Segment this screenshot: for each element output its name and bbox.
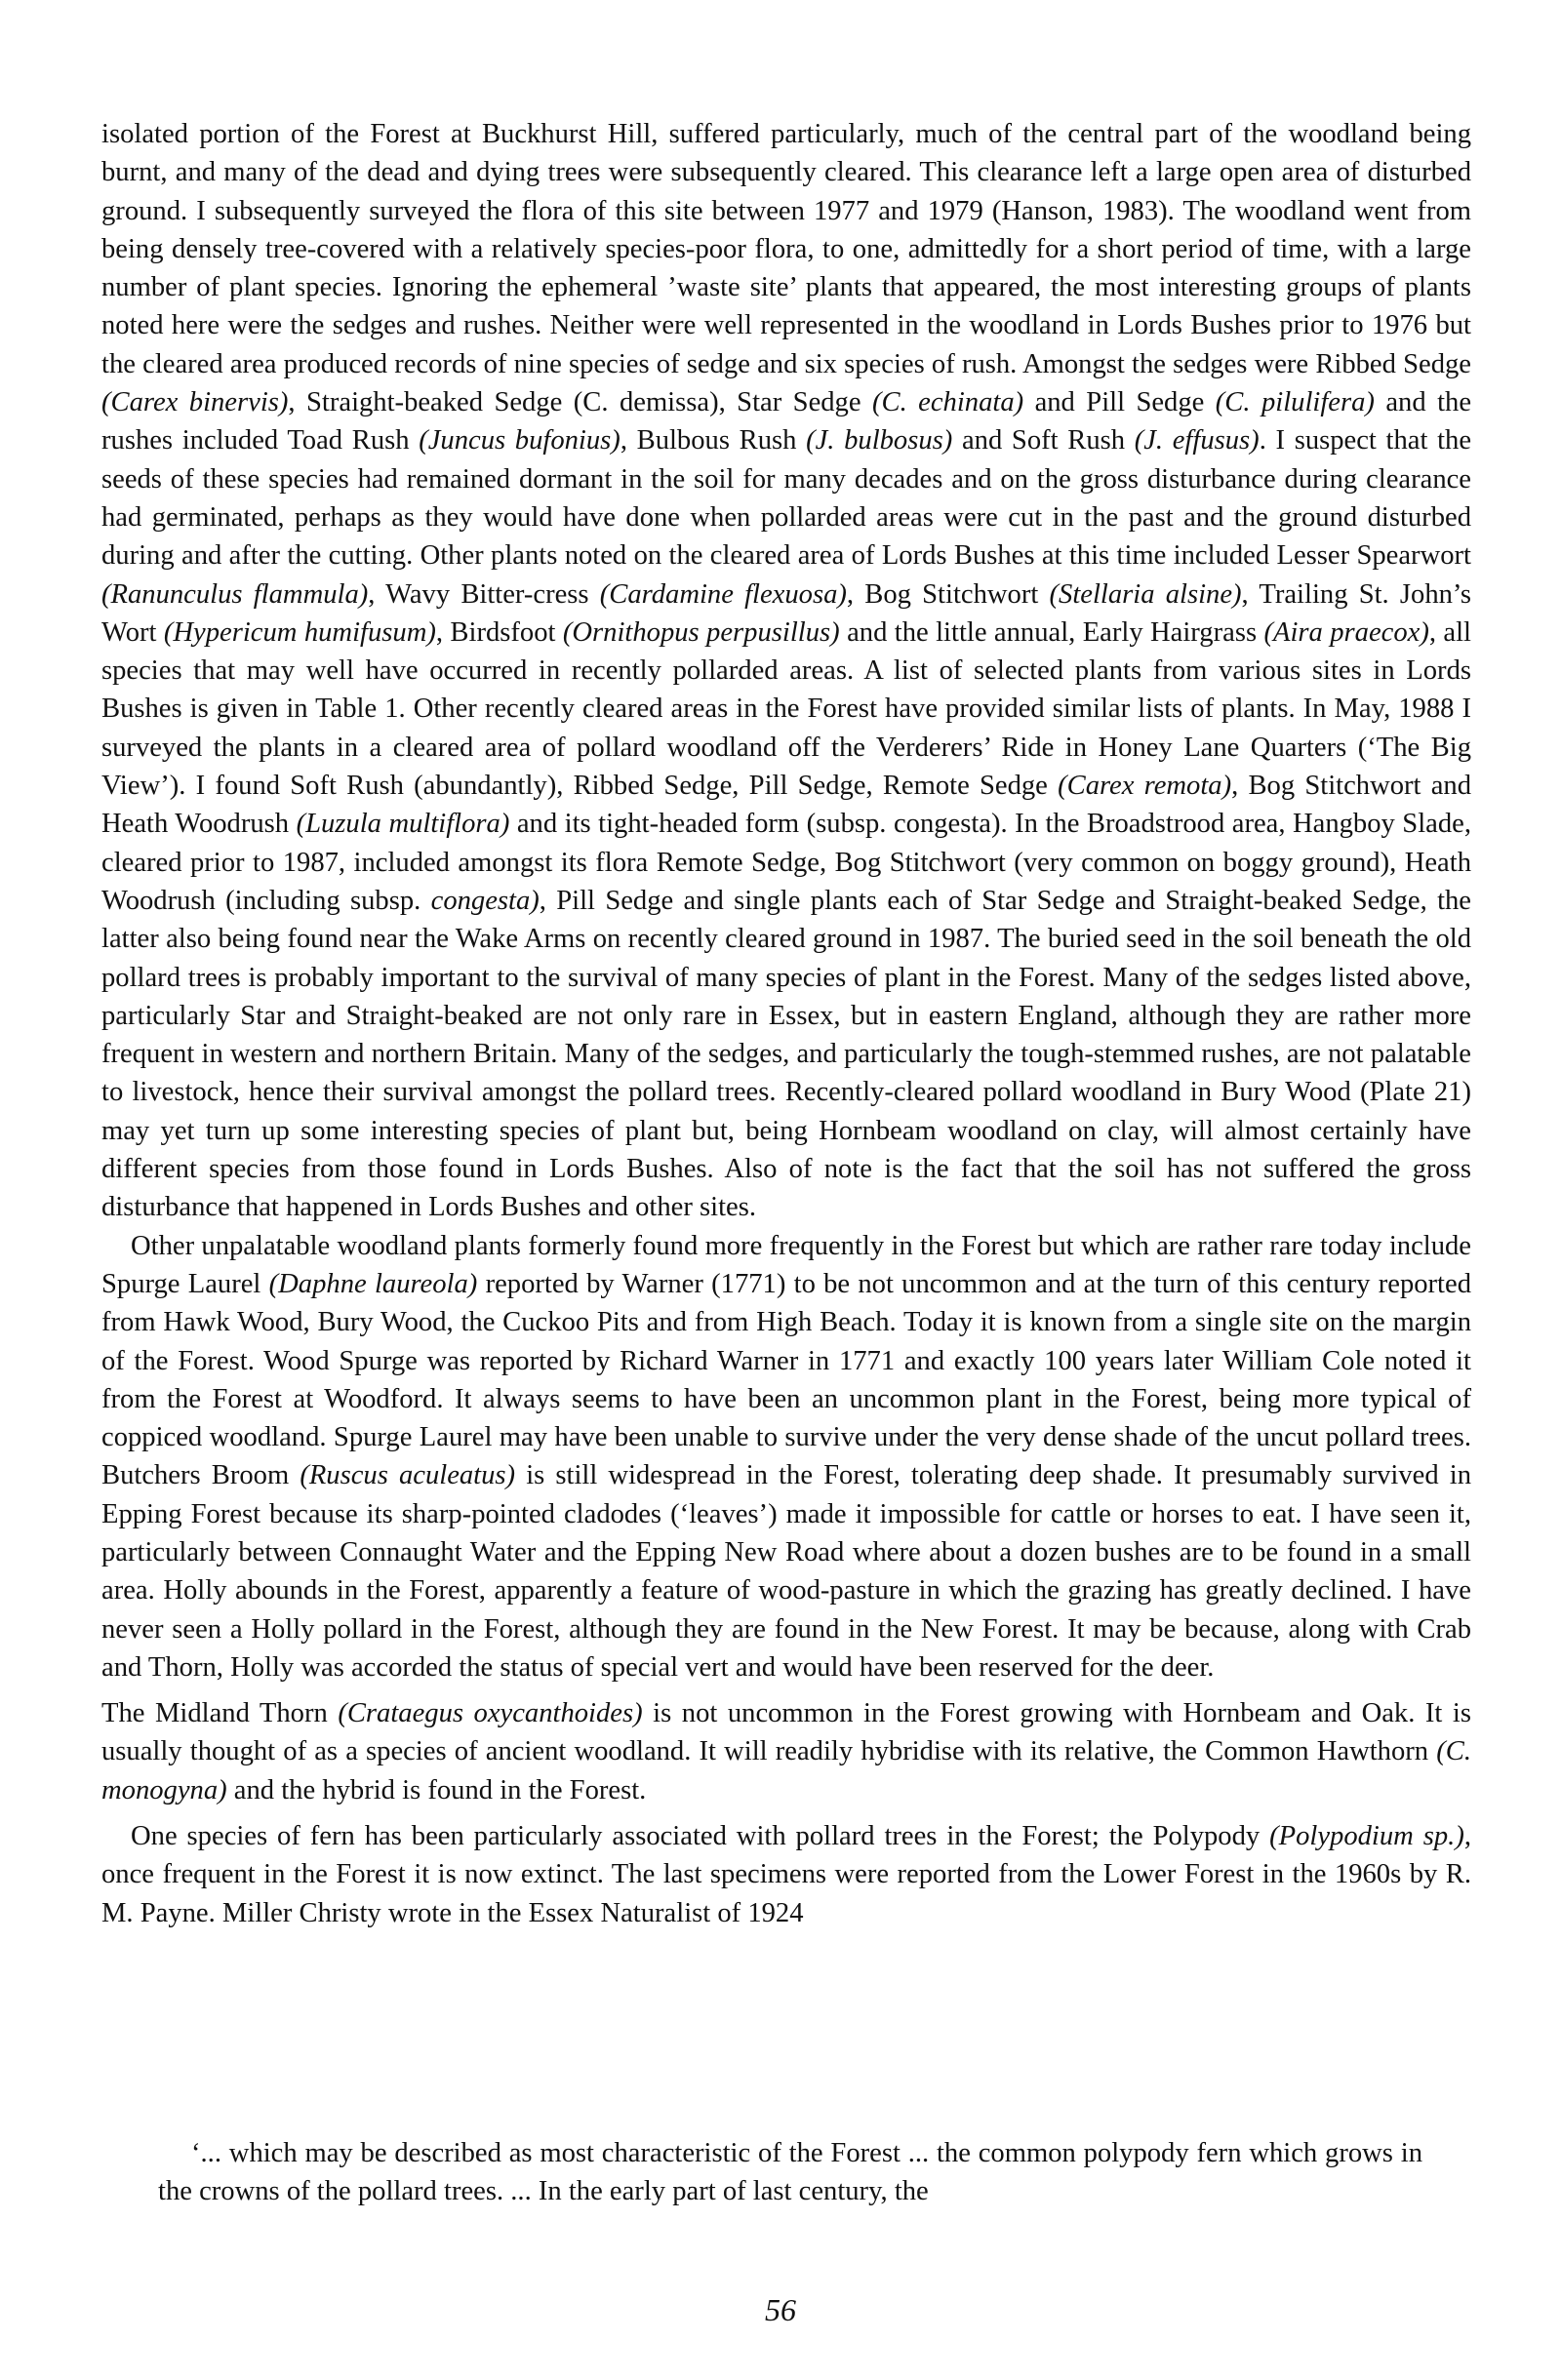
text-run: , Birdsfoot — [435, 616, 563, 648]
text-run: , Pill Sedge and single plants each of Star Sedge and Straight-beaked Sedge, the latter also being found near the Wake Arms on recently cleared ground in 1987. The buried seed in the soil beneath the old pollard trees is probably important to the survival of many species of plant in the Forest. Many of the sedges listed above, particularly Star and Straight-beaked are not only rare in Essex, but in eastern England, although they are rather more frequent in western and northern Britain. Many of the sedges, and particularly the tough-stemmed rushes, are not palatable to livestock, hence their survival amongst the pollard trees. Recently-cleared pollard woodland in Bury Wood (Plate 21) may yet turn up some interesting species of plant but, being Hornbeam woodland on clay, will almost certainly have different species from those found in Lords Bushes. Also of note is the fact that the soil has not suffered the gross disturbance that happened in Lords Bushes and other sites. — [101, 885, 1471, 1223]
text-run: and the hybrid is found in the Forest. — [226, 1774, 647, 1805]
text-run: ‘... which may be described as most characteristic of the Forest ... the common polypody fern which grows in the crowns of the pollard trees. ... In the early part of last century, the — [158, 2138, 1422, 2207]
italic-species-name: congesta) — [430, 885, 540, 916]
text-run: reported by Warner (1771) to be not uncommon and at the turn of this century reported from Hawk Wood, Bury Wood, the Cuckoo Pits and from High Beach. Today it is known from a single site on the margin of the Forest. Wood Spurge was reported by Richard Warner in 1771 and exactly 100 years later William Cole noted it from the Forest at Woodford. It always seems to have been an uncommon plant in the Forest, being more typical of coppiced woodland. Spurge Laurel may have been unable to survive under the very dense shade of the uncut pollard trees. Butchers Broom — [101, 1268, 1471, 1491]
text-run: and its tight-headed form (subsp. congesta). In the Broadstrood area, Hangboy Slade, cleared prior to 1987, included amongst its flora Remote Sedge, Bog Stitchwort (very common on boggy ground), Heath Woodrush (including subsp. — [101, 809, 1471, 916]
text-run: is still widespread in the Forest, tolerating deep shade. It presumably survived in Epping Forest because its sharp-pointed cladodes (‘leaves’) made it impossible for cattle or horses to eat. I have seen it, particularly between Connaught Water and the Epping New Road where about a dozen bushes are to be found in a small area. Holly abounds in the Forest, apparently a feature of wood-pasture in which the grazing has greatly declined. I have never seen a Holly pollard in the Forest, although they are found in the New Forest. It may be because, along with Crab and Thorn, Holly was accorded the status of special vert and would have been reserved for the deer. — [101, 1460, 1471, 1683]
italic-species-name: (C. monogyna) — [101, 1736, 1471, 1805]
text-run: and the rushes included Toad Rush — [101, 387, 1472, 456]
italic-species-name: (Carex binervis) — [101, 387, 289, 418]
italic-species-name: (Daphne laureola) — [268, 1268, 478, 1299]
text-run: is not uncommon in the Forest growing with Hornbeam and Oak. It is usually thought of as a species of ancient woodland. It will readily hybridise with its relative, the Common Hawthorn — [101, 1698, 1471, 1767]
text-run: and Soft Rush — [952, 425, 1135, 456]
text-run: and the little annual, Early Hairgrass — [839, 616, 1264, 648]
italic-species-name: (J. bulbosus) — [806, 425, 953, 456]
paragraph-polypody-fern — [101, 1817, 1471, 1932]
italic-species-name: (Crataegus oxycanthoides) — [338, 1698, 643, 1729]
italic-species-name: (C. echinata) — [871, 387, 1024, 418]
quote-text — [158, 2134, 1422, 2211]
italic-species-name: (Luzula multiflora) — [296, 809, 510, 840]
body-text — [101, 115, 1471, 1932]
italic-species-name: (Hypericum humifusum) — [163, 616, 436, 648]
text-run: , Bog Stitchwort — [846, 578, 1050, 610]
text-run: , Bulbous Rush — [620, 425, 807, 456]
text-run: isolated portion of the Forest at Buckhurst Hill, suffered particularly, much of the central part of the woodland being burnt, and many of the dead and dying trees were subsequently cleared. This clearance left a large open area of disturbed ground. I subsequently surveyed the flora of this site between 1977 and 1979 (Hanson, 1983). The woodland went from being densely tree-covered with a relatively species-poor flora, to one, admittedly for a short period of time, with a large number of plant species. Ignoring the ephemeral ’waste site’ plants that appeared, the most interesting groups of plants noted here were the sedges and rushes. Neither were well represented in the woodland in Lords Bushes prior to 1976 but the cleared area produced records of nine species of sedge and six species of rush. Amongst the sedges were Ribbed Sedge — [101, 119, 1471, 379]
italic-species-name: (Ruscus aculeatus) — [300, 1460, 516, 1491]
italic-species-name: (Carex remota) — [1058, 771, 1232, 802]
italic-species-name: (Aira praecox) — [1263, 616, 1429, 648]
text-run: and Pill Sedge — [1023, 387, 1216, 418]
text-run: , all species that may well have occurred in recently pollarded areas. A list of selected plants from various sites in Lords Bushes is given in Table 1. Other recently cleared areas in the Forest have provided similar lists of plants. In May, 1988 I surveyed the plants in a cleared area of pollard woodland off the Verderers’ Ride in Honey Lane Quarters (‘The Big View’). I found Soft Rush (abundantly), Ribbed Sedge, Pill Sedge, Remote Sedge — [101, 616, 1471, 802]
text-run: Other unpalatable woodland plants formerly found more frequently in the Forest but which are rather rare today include Spurge Laurel — [101, 1230, 1471, 1299]
text-run: , Wavy Bitter-cress — [368, 578, 600, 610]
block-quote — [158, 2134, 1422, 2211]
italic-species-name: (Stellaria alsine) — [1049, 578, 1242, 610]
text-run: , Bog Stitchwort and Heath Woodrush — [101, 771, 1471, 840]
paragraph-clearance-flora — [101, 115, 1471, 1227]
italic-species-name: (C. pilulifera) — [1215, 387, 1375, 418]
italic-species-name: (Ornithopus perpusillus) — [562, 616, 840, 648]
italic-species-name: (J. effusus) — [1134, 425, 1260, 456]
text-run: . I suspect that the seeds of these species had remained dormant in the soil for many decades and on the gross disturbance during clearance had germinated, perhaps as they would have done when pollarded areas were cut in the past and the ground disturbed during and after the cutting. Other plants noted on the cleared area of Lords Bushes at this time included Lesser Spearwort — [101, 425, 1472, 572]
italic-species-name: (Juncus bufonius) — [419, 425, 620, 456]
paragraph-unpalatable-plants — [101, 1227, 1471, 1687]
text-run: , Straight-beaked Sedge (C. demissa), Star Sedge — [288, 387, 872, 418]
text-run: The Midland Thorn — [101, 1698, 339, 1729]
page-number: 56 — [765, 2292, 796, 2327]
italic-species-name: (Cardamine flexuosa) — [599, 578, 847, 610]
text-run: , Trailing St. John’s Wort — [101, 578, 1471, 648]
paragraph-midland-thorn — [101, 1694, 1471, 1809]
text-run: , once frequent in the Forest it is now extinct. The last specimens were reported from the Lower Forest in the 1960s by R. M. Payne. Miller Christy wrote in the Essex Naturalist of 1924 — [101, 1821, 1471, 1928]
italic-species-name: (Ranunculus flammula) — [101, 578, 369, 610]
text-run: One species of fern has been particularly associated with pollard trees in the Forest; the Polypody — [131, 1821, 1270, 1852]
italic-species-name: (Polypodium sp.) — [1269, 1821, 1464, 1852]
